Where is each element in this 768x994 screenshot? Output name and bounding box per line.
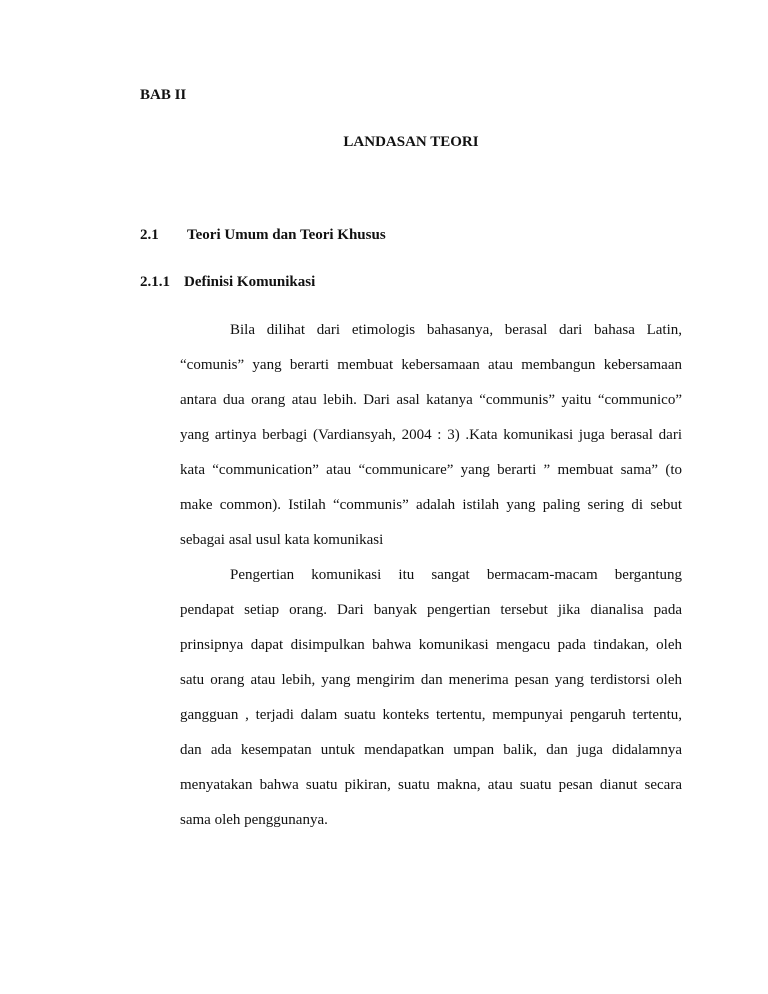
text-line: antara dua orang atau lebih. Dari asal katanya “communis” yaitu “communico”: [180, 392, 682, 408]
text-line: satu orang atau lebih, yang mengirim dan menerima pesan yang terdistorsi oleh: [180, 672, 682, 688]
text-line: Pengertian komunikasi itu sangat bermacam-macam bergantung: [230, 567, 682, 583]
section-title: Teori Umum dan Teori Khusus: [187, 227, 386, 243]
section-heading-2-1-1: [140, 265, 682, 300]
text-line: Bila dilihat dari etimologis bahasanya, berasal dari bahasa Latin,: [230, 322, 682, 338]
chapter-title: LANDASAN TEORI: [343, 134, 479, 150]
text-line: kata “communication” atau “communicare” yang berarti ” membuat sama” (to: [180, 462, 682, 478]
section-heading-2-1: [140, 218, 682, 253]
text-line: sebagai asal usul kata komunikasi: [180, 532, 384, 548]
text-line: “comunis” yang berarti membuat kebersamaan atau membangun kebersamaan: [180, 357, 682, 373]
text-line: menyatakan bahwa suatu pikiran, suatu makna, atau suatu pesan dianut secara: [180, 777, 682, 793]
text-line: yang artinya berbagi (Vardiansyah, 2004 : 3) .Kata komunikasi juga berasal dari: [180, 427, 682, 443]
text-line: make common). Istilah “communis” adalah istilah yang paling sering di sebut: [180, 497, 682, 513]
text-line: dan ada kesempatan untuk mendapatkan umpan balik, dan juga didalamnya: [180, 742, 682, 758]
section-number: 2.1.1: [140, 274, 170, 290]
text-line: gangguan , terjadi dalam suatu konteks tertentu, mempunyai pengaruh tertentu,: [180, 707, 682, 723]
text-line: sama oleh penggunanya.: [180, 812, 328, 828]
text-line: pendapat setiap orang. Dari banyak pengertian tersebut jika dianalisa pada: [180, 602, 682, 618]
chapter-label: BAB II: [140, 87, 187, 103]
section-number: 2.1: [140, 227, 159, 243]
text-line: prinsipnya dapat disimpulkan bahwa komunikasi mengacu pada tindakan, oleh: [180, 637, 682, 653]
paragraph-definisi-komunikasi: [180, 313, 682, 838]
section-title: Definisi Komunikasi: [184, 274, 316, 290]
